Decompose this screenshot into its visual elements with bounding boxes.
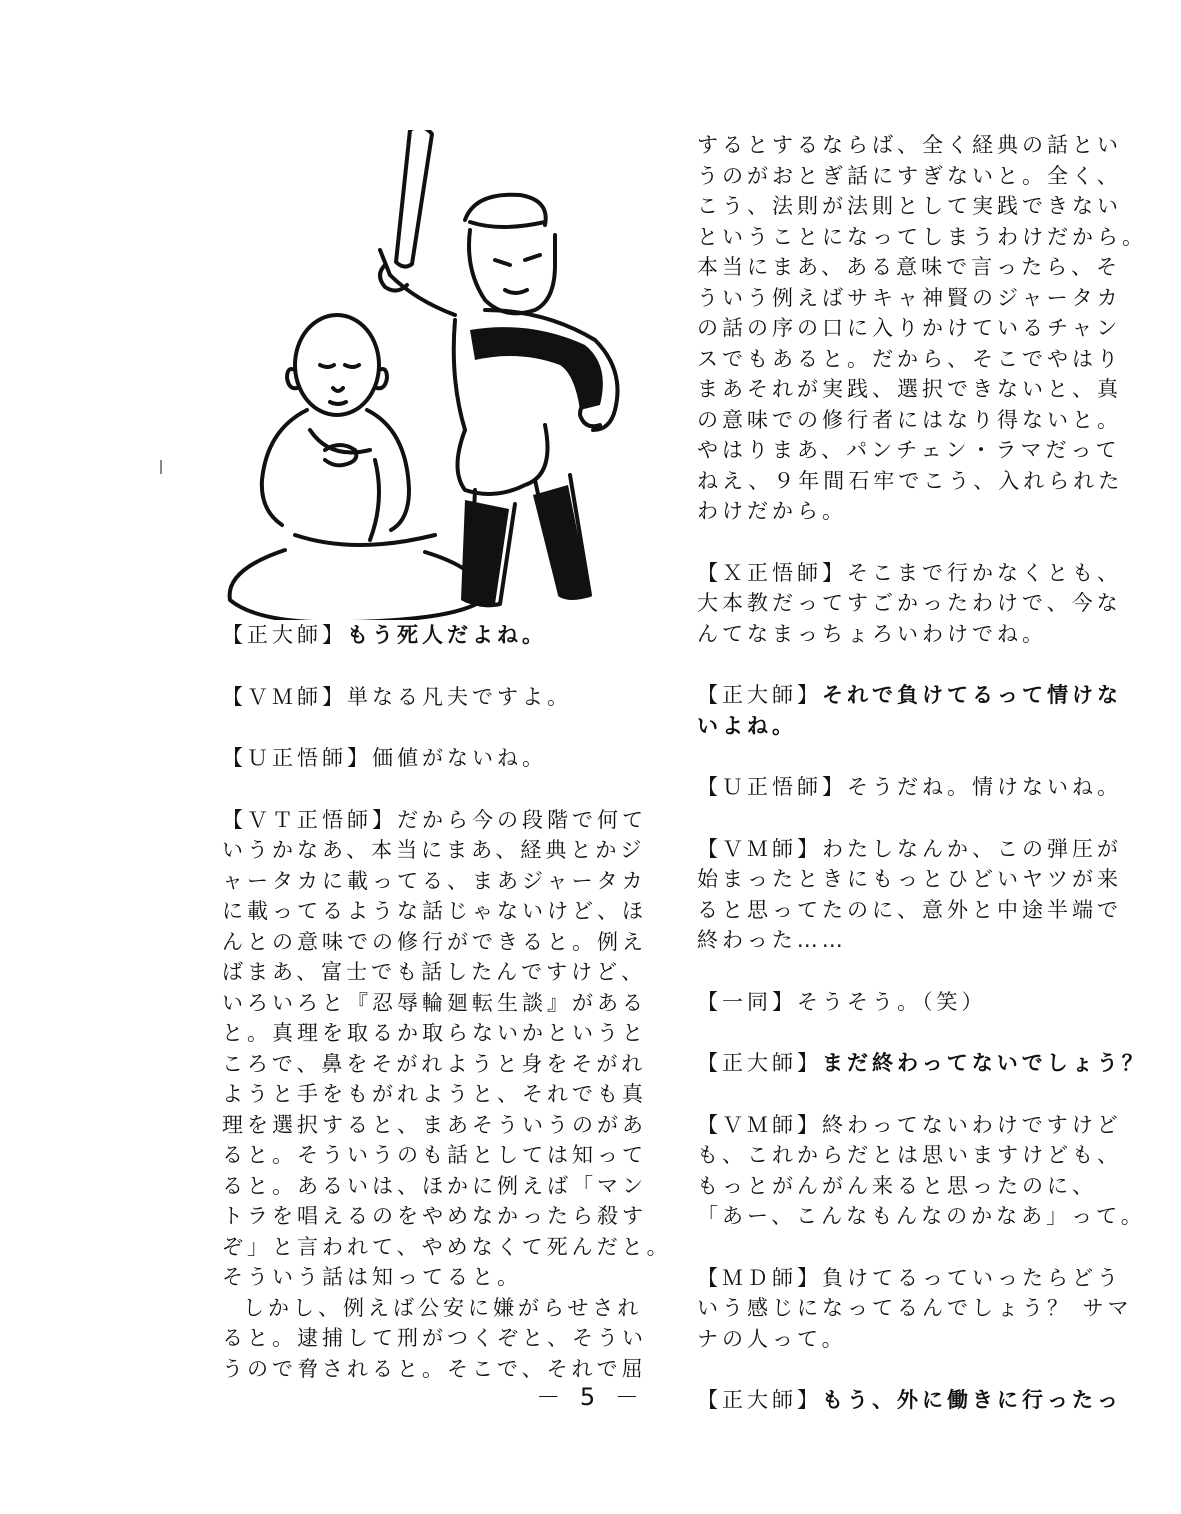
dialogue-line: ぞ」と言われて、やめなくて死んだと。 [222, 1234, 672, 1259]
speaker-label: 【ＶＴ正悟師】 [222, 807, 397, 832]
dialogue-line: もう、外に働きに行ったっ [822, 1388, 1122, 1412]
page-number: － 5 － [536, 1383, 645, 1411]
dialogue-line: トラを唱えるのをやめなかったら殺す [222, 1204, 647, 1228]
dialogue-line: そこまで行かなくとも、 [847, 560, 1122, 585]
dialogue-line: 価値がないね。 [372, 746, 547, 770]
dialogue-line: いうかなあ、本当にまあ、経典とかジ [222, 838, 646, 862]
speaker-label: 【正大師】 [697, 1388, 822, 1412]
speaker-label: 【正大師】 [697, 1051, 822, 1075]
dialogue-line: うので脅されると。そこで、それで屈 [222, 1356, 647, 1381]
dialogue-entry [222, 743, 662, 774]
dialogue-line: もう死人だよね。 [347, 623, 547, 647]
speaker-label: 【Ｕ正悟師】 [222, 746, 372, 770]
margin-mark [160, 460, 162, 474]
speaker-label: 【Ｘ正悟師】 [697, 560, 847, 585]
left-text-column [222, 620, 672, 1384]
dialogue-line: スでもあると。だから、そこでやはり [697, 346, 1122, 371]
speaker-label: 【Ｕ正悟師】 [697, 775, 847, 799]
dialogue-line: 負けてるっていったらどう [822, 1265, 1122, 1290]
dialogue-line: も、これからだとは思いますけども、 [697, 1143, 1122, 1167]
dialogue-line: ばまあ、富士でも話したんですけど、 [222, 960, 647, 984]
speaker-label: 【正大師】 [697, 683, 822, 707]
dialogue-line: いう感じになってるんでしょう？ サマ [697, 1296, 1133, 1320]
dialogue-line: まあそれが実践、選択できないと、真 [697, 377, 1122, 401]
dialogue-line: だから今の段階で何て [397, 807, 647, 832]
dialogue-line: ねえ、９年間石牢でこう、入れられた [697, 468, 1124, 493]
dialogue-line: いろいろと『忍辱輪廻転生談』がある [222, 990, 647, 1015]
dialogue-entry [222, 682, 662, 713]
dialogue-line: やはりまあ、パンチェン・ラマだって [697, 438, 1121, 462]
dialogue-line: んとの意味での修行ができると。例え [222, 929, 647, 954]
dialogue-line: ということになってしまうわけだから。 [697, 224, 1147, 249]
dialogue-line: 終わってないわけですけど [822, 1112, 1122, 1137]
dialogue-line: 大本教だってすごかったわけで、今な [697, 591, 1122, 615]
dialogue-line: まだ終わってないでしょう？ [822, 1051, 1147, 1075]
dialogue-entry [697, 1110, 1146, 1232]
dialogue-entry [697, 834, 1137, 956]
dialogue-line: ころで、鼻をそがれようと身をそがれ [222, 1051, 647, 1076]
dialogue-line: ナの人って。 [697, 1326, 847, 1351]
dialogue-line: 「あー、こんなもんなのかなあ」って。 [697, 1204, 1146, 1228]
dialogue-entry [697, 772, 1137, 803]
dialogue-entry [697, 130, 1147, 527]
dialogue-line: ういう例えばサキャ神賢のジャータカ [697, 285, 1122, 310]
dialogue-entry [697, 1048, 1147, 1079]
dialogue-line: もっとがんがん来ると思ったのに、 [697, 1173, 1097, 1198]
dialogue-line: 理を選択すると、まあそういうのがあ [222, 1112, 647, 1137]
dialogue-entry [697, 558, 1137, 650]
dialogue-line: ャータカに載ってる、まあジャータカ [222, 868, 647, 893]
dialogue-line: そういう話は知ってると。 [222, 1265, 522, 1289]
dialogue-line: んてなまっちょろいわけでね。 [697, 621, 1047, 646]
dialogue-line: わたしなんか、この弾圧が [822, 836, 1122, 861]
speaker-label: 【ＭＤ師】 [697, 1265, 822, 1290]
dialogue-line: ると。あるいは、ほかに例えば「マン [222, 1173, 647, 1198]
dialogue-entry [222, 620, 662, 651]
dialogue-line: 始まったときにもっとひどいヤツが来 [697, 867, 1122, 891]
dialogue-line: 単なる凡夫ですよ。 [347, 684, 572, 709]
dialogue-line: するとするならば、全く経典の話とい [697, 133, 1122, 157]
dialogue-line: そうそう。（笑） [797, 989, 987, 1014]
dialogue-line: いよね。 [697, 713, 797, 738]
dialogue-line: ると。逮捕して刑がつくぞと、そうい [222, 1326, 647, 1350]
right-text-column [697, 130, 1147, 1416]
dialogue-line: と。真理を取るか取らないかというと [222, 1021, 647, 1045]
dialogue-entry [697, 680, 1137, 741]
speaker-label: 【一同】 [697, 989, 797, 1014]
dialogue-line: ようと手をもがれようと、それでも真 [222, 1082, 647, 1106]
dialogue-line: の話の序の口に入りかけているチャン [697, 316, 1122, 340]
dialogue-line: わけだから。 [697, 499, 847, 523]
dialogue-line: 終わった…… [697, 928, 847, 952]
dialogue-entry [222, 1293, 662, 1385]
dialogue-line: ると。そういうのも話としては知って [222, 1143, 647, 1167]
dialogue-line: 本当にまあ、ある意味で言ったら、そ [697, 255, 1122, 279]
dialogue-line: の意味での修行者にはなり得ないと。 [697, 407, 1122, 432]
dialogue-line: それで負けてるって情けな [822, 683, 1122, 707]
dialogue-line: そうだね。情けないね。 [847, 775, 1122, 799]
dialogue-line: ると思ってたのに、意外と中途半端で [697, 897, 1122, 922]
dialogue-entry [222, 805, 672, 1293]
dialogue-line: こう、法則が法則として実践できない [697, 194, 1122, 218]
dialogue-entry [697, 1263, 1137, 1355]
speaker-label: 【正大師】 [222, 623, 347, 647]
dialogue-line: しかし、例えば公安に嫌がらせされ [243, 1295, 643, 1320]
dialogue-line: に載ってるような話じゃないけど、ほ [222, 899, 647, 923]
speaker-label: 【ＶＭ師】 [222, 684, 347, 709]
monk-and-guard-illustration [215, 130, 645, 620]
dialogue-entry [697, 987, 1137, 1018]
speaker-label: 【ＶＭ師】 [697, 836, 822, 861]
speaker-label: 【ＶＭ師】 [697, 1112, 822, 1137]
dialogue-line: うのがおとぎ話にすぎないと。全く、 [697, 163, 1122, 188]
